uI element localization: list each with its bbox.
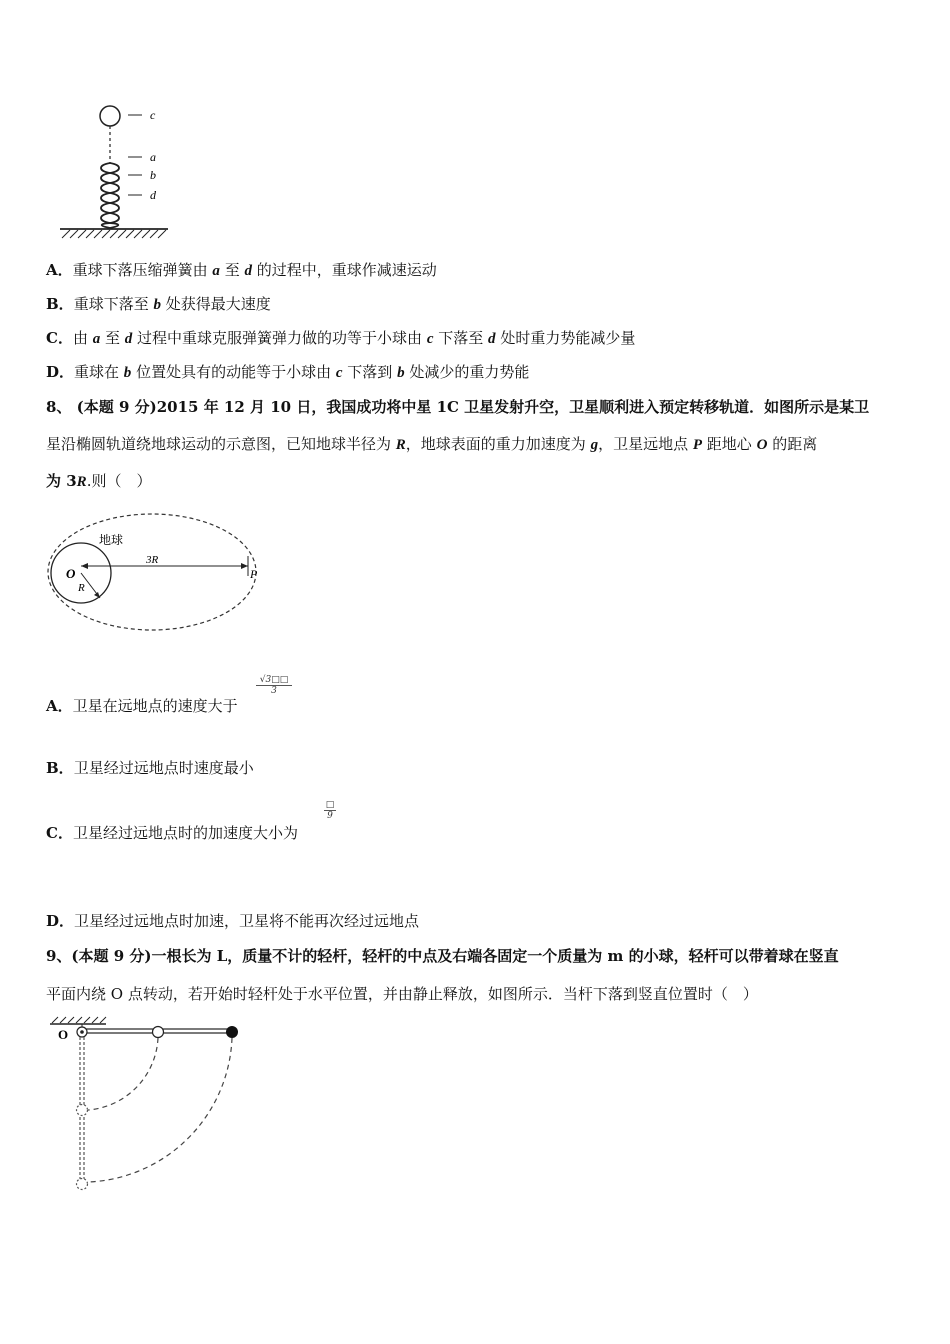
q9-stem-line2: 平面内绕 O 点转动，若开始时轻杆处于水平位置，并由静止释放，如图所示．当杆下落到竖直位置时（ ） — [46, 985, 758, 1003]
label-d: d — [150, 188, 156, 202]
q8-stem-line2: 星沿椭圆轨道绕地球运动的示意图，已知地球半径为 R，地球表面的重力加速度为 g，卫星远地点 P 距地心 O 的距离 — [46, 435, 818, 453]
pivot-o-label: O — [58, 1027, 69, 1042]
q8-option-c-fraction: □ 9 — [325, 800, 335, 821]
q8-stem-line3: 为 3R.则（ ） — [46, 472, 152, 490]
label-c: c — [150, 108, 156, 122]
q9-stem-line1: 9、(本题 9 分)一根长为 L，质量不计的轻杆，轻杆的中点及右端各固定一个质量为 m 的小球，轻杆可以带着球在竖直 — [46, 947, 839, 965]
distance-label: 3R — [146, 554, 159, 566]
q7-option-b[interactable]: B．重球下落至 b 处获得最大速度 — [46, 295, 271, 313]
point-p-label: P — [250, 567, 258, 581]
earth-label: 地球 — [99, 533, 124, 547]
orbit-figure — [44, 508, 264, 633]
center-o-label: O — [66, 566, 76, 581]
label-b: b — [150, 168, 156, 182]
q7-option-c[interactable]: C．由 a 至 d 过程中重球克服弹簧弹力做的功等于小球由 c 下落至 d 处时重力势能减少量 — [46, 329, 636, 347]
radius-r-label: R — [78, 582, 85, 594]
rod-figure — [44, 1012, 254, 1197]
spring-figure — [50, 95, 180, 240]
q8-option-a[interactable]: A．卫星在远地点的速度大于 — [46, 697, 238, 715]
q8-option-b[interactable]: B．卫星经过远地点时速度最小 — [46, 759, 254, 777]
q8-stem-line1: 8、 (本题 9 分)2015 年 12 月 10 日，我国成功将中星 1C 卫星发射升空，卫星顺利进入预定转移轨道．如图所示是某卫 — [46, 398, 870, 416]
q8-option-a-fraction: $\frac{√3□□}{3}$ — [256, 675, 292, 696]
label-a: a — [150, 150, 156, 164]
q8-option-d[interactable]: D．卫星经过远地点时加速，卫星将不能再次经过远地点 — [46, 912, 420, 930]
q8-option-c[interactable]: C．卫星经过远地点时的加速度大小为 — [46, 824, 298, 842]
q7-option-a[interactable]: A．重球下落压缩弹簧由 a 至 d 的过程中，重球作减速运动 — [46, 261, 437, 279]
q7-option-d[interactable]: D．重球在 b 位置处具有的动能等于小球由 c 下落到 b 处减少的重力势能 — [46, 363, 530, 381]
